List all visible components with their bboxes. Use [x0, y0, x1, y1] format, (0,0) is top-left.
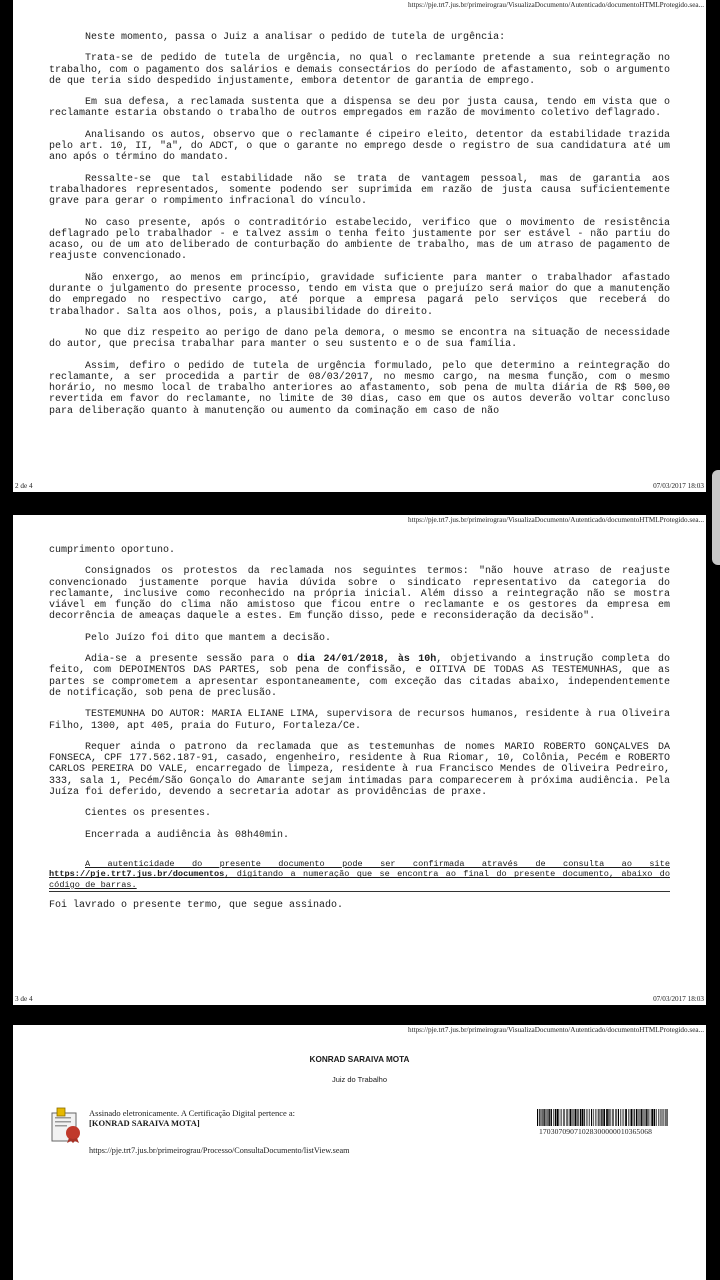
adjournment-text: Adia-se a presente sessão para o [85, 654, 298, 666]
adjournment-date: dia 24/01/2018, às 10h [297, 654, 437, 666]
adjournment-text: , objetivando a instrução completa do feito, com DEPOIMENTOS DAS PARTES, sob pena de confissão, e OITIVA DE TODAS AS TESTEMUNHAS, que as partes se comprometem a apresentar espontaneamente, com exceção das citadas abaixo, independentemente de notificação, sob pena de preclusão. [49, 654, 670, 699]
document-page-3 [13, 515, 706, 1005]
signature-info [89, 1108, 295, 1128]
page-number: 2 de 4 [15, 482, 33, 490]
digital-certificate-icon [51, 1107, 83, 1143]
authenticity-link[interactable]: https://pje.trt7.jus.br/documentos [49, 869, 225, 880]
paragraph: Foi lavrado o presente termo, que segue assinado. [49, 900, 344, 912]
paragraph: Cientes os presentes. [85, 808, 212, 820]
judge-role: Juiz do Trabalho [331, 1075, 388, 1084]
page-3-body [49, 545, 670, 922]
print-timestamp: 07/03/2017 18:03 [653, 995, 704, 1003]
paragraph: Encerrada a audiência às 08h40min. [85, 829, 290, 841]
page-footer [15, 482, 704, 490]
paragraph: Consignados os protestos da reclamada nos seguintes termos: "não houve atraso de reajuste convencionado justamente porque havia dúvida sobre o sindicato representativo da categoria do reclamante, inclusive como reconhecido na própria inicial. Além disso a reintegração não se mostra viável em função do clima não amistoso que ficou entre o reclamante e os gestores da empresa em decorrência de ameaças daquele a estes. Em função disso, pede e reconsideração da decisão". [49, 566, 670, 623]
signature-statement: Assinado eletronicamente. A Certificação Digital pertence a: [89, 1108, 296, 1118]
paragraph: Não enxergo, ao menos em princípio, gravidade suficiente para manter o trabalhador afastado durante o julgamento do presente processo, tendo em vista que o prejuízo será maior do que a manutenção do empregado no respectivo cargo, até porque a empresa pagará pelo serviços que receberá do trabalhador. Salta aos olhos, pois, a plausibilidade do direito. [49, 272, 670, 318]
paragraph: No que diz respeito ao perigo de dano pela demora, o mesmo se encontra na situação de necessidade do autor, que precisa trabalhar para manter o seu sustento e o de sua família. [49, 327, 670, 351]
signer-name: [KONRAD SARAIVA MOTA] [89, 1118, 200, 1128]
page-number: 3 de 4 [15, 995, 33, 1003]
paragraph: TESTEMUNHA DO AUTOR: MARIA ELIANE LIMA, supervisora de recursos humanos, residente à rua Oliveira Filho, 1300, apt 405, praia do Futuro, Fortaleza/Ce. [49, 709, 670, 732]
paragraph: Requer ainda o patrono da reclamada que as testemunhas de nomes MARIO ROBERTO GONÇALVES DA FONSECA, CPF 177.562.187-91, casado, engenheiro, residente à Rua Riomar, 10, Colônia, Pecém e ROBERTO CARLOS PEREIRA DO VALE, encarregado de limpeza, residente à rua Francisco Mendes de Oliveira Pedreiro, 333, sala 1, Pecém/São Gonçalo do Amarante sejam intimadas para comparecerem à próxima audiência. Pela Juíza foi deferido, devendo a secretaria adotar as providências de praxe. [49, 741, 670, 799]
barcode-number: 17030709071028300000010365068 [539, 1127, 653, 1136]
paragraph: No caso presente, após o contraditório estabelecido, verifico que o movimento de resistência deflagrado pelo trabalhador - e talvez assim o tenha feito justamente por ser estável - não partiu do acaso, ou de um ato deliberado de conturbação do ambiente de trabalho, mas de um atraso de pagamento de reajuste convencionado. [49, 217, 670, 263]
page-header-url[interactable]: https://pje.trt7.jus.br/primeirograu/VisualizaDocumento/Autenticado/documentoHTMLProtegido.sea... [408, 1026, 704, 1034]
page-footer [15, 995, 704, 1003]
document-page-2 [13, 0, 706, 492]
page-2-body [49, 32, 670, 427]
barcode-icon [537, 1109, 669, 1126]
paragraph-adjournment [49, 654, 670, 699]
judge-name: KONRAD SARAIVA MOTA [309, 1055, 410, 1064]
paragraph: Pelo Juízo foi dito que mantem a decisão. [85, 632, 332, 644]
paragraph: cumprimento oportuno. [49, 545, 176, 556]
paragraph: Em sua defesa, a reclamada sustenta que a dispensa se deu por justa causa, tendo em vista que o reclamante estaria obstando o trabalho de outros empregados em razão de movimento coletivo deflagrado. [49, 97, 670, 120]
paragraph: Ressalte-se que tal estabilidade não se trata de vantagem pessoal, mas de garantia aos trabalhadores representados, somente podendo ser suprimida em razão de justa causa suficientemente grave para gerar o rompimento infracional do vínculo. [49, 173, 670, 208]
paragraph: Trata-se de pedido de tutela de urgência, no qual o reclamante pretende a sua reintegração no trabalho, com o pagamento dos salários e demais consectários do período de afastamento, sob o argumento de que teria sido despedido injustamente, embora detentor de garantia de emprego. [49, 53, 670, 87]
scroll-handle[interactable] [712, 470, 720, 565]
paragraph: Neste momento, passa o Juiz a analisar o pedido de tutela de urgência: [85, 32, 506, 43]
authenticity-note: A autenticidade do presente documento pode ser confirmada através de consulta ao site https://pje.trt7.jus.br/documentos, digitando a numeração que se encontra ao final do presente documento, abaixo do código de barras. [49, 859, 670, 893]
document-page-4 [13, 1025, 706, 1280]
paragraph: Analisando os autos, observo que o reclamante é cipeiro eleito, detentor da estabilidade trazida pelo art. 10, II, "a", do ADCT, o que o garante no emprego desde o registro de sua candidatura até um ano após o término do mandato. [49, 129, 670, 164]
consult-document-link[interactable]: https://pje.trt7.jus.br/primeirograu/Processo/ConsultaDocumento/listView.seam [89, 1146, 350, 1155]
print-timestamp: 07/03/2017 18:03 [653, 482, 704, 490]
paragraph: Assim, defiro o pedido de tutela de urgência formulado, pelo que determino a reintegração do reclamante, a ser procedida a partir de 08/03/2017, no mesmo cargo, na mesma função, com o mesmo horário, no mesmo local de trabalho anteriores ao afastamento, sob pena de multa diária de R$ 500,00 revertida em favor do reclamante, no limite de 30 dias, caso em que os autos deverão voltar concluso para deliberação quanto à manutenção ou aumento da cominação em caso de não [49, 360, 670, 417]
page-header-url[interactable]: https://pje.trt7.jus.br/primeirograu/VisualizaDocumento/Autenticado/documentoHTMLProtegido.sea... [408, 1, 704, 9]
page-header-url[interactable]: https://pje.trt7.jus.br/primeirograu/VisualizaDocumento/Autenticado/documentoHTMLProtegido.sea... [408, 516, 704, 524]
